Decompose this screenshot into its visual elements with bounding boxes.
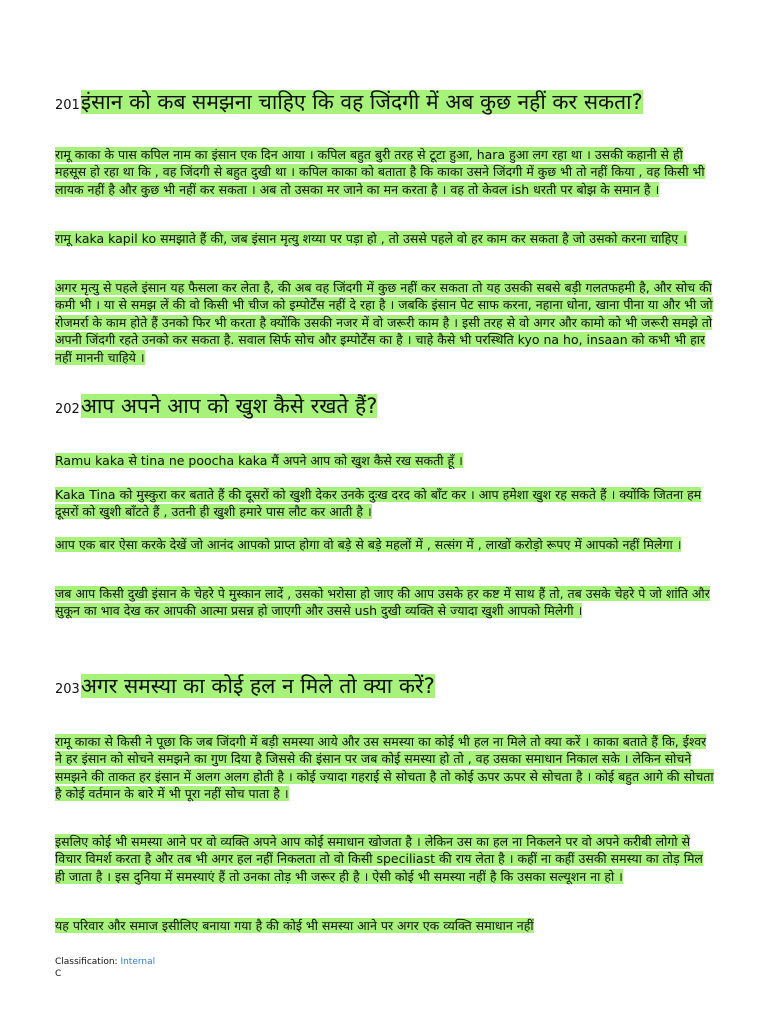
paragraph: यह परिवार और समाज इसीलिए बनाया गया है की कोई भी समस्या आने पर अगर एक व्यक्ति समाधान नहीं — [55, 918, 534, 933]
paragraph: Ramu kaka से tina ne poocha kaka मैं अपने आप को खुश कैसे रख सकती हूँ । — [55, 453, 463, 468]
paragraph: रामू kaka kapil ko समझाते हैं की, जब इंसान मृत्यु शय्या पर पड़ा हो , तो उससे पहले वो हर काम कर सकता है जो उसको करना चाहिए । — [55, 231, 687, 246]
section-heading — [55, 88, 715, 120]
section-heading — [55, 392, 715, 424]
section-heading — [55, 672, 715, 704]
paragraph: Kaka Tina को मुस्कुरा कर बताते हैं की दूसरों को खुशी देकर उनके दुःख दरद को बाँट कर । आप हमेशा खुश रह सकते हैं । क्योंकि जितना हम दूसरों को खुशी बाँटते हैं , उतनी ही खुशी हमारे पास लौट कर आती है । — [55, 487, 702, 520]
classification-footer — [55, 956, 155, 980]
section-title: इंसान को कब समझना चाहिए कि वह जिंदगी में अब कुछ नहीं कर सकता? — [80, 90, 643, 114]
paragraph: आप एक बार ऐसा करके देखें जो आनंद आपको प्राप्त होगा वो बड़े से बड़े महलों में , सत्संग में , लाखों करोड़ो रूपए में आपको नहीं मिलेगा । — [55, 537, 682, 552]
section-number: 203 — [55, 682, 80, 697]
section-number: 201 — [55, 98, 80, 113]
classification-label: Classification: — [55, 957, 121, 967]
paragraph: रामू काका के पास कपिल नाम का इंसान एक दिन आया । कपिल बहुत बुरी तरह से टूटा हुआ, hara हुआ लग रहा था । उसकी कहानी से ही महसूस हो रहा था कि , वह जिंदगी से बहुत दुखी था । कपिल काका को बताता है कि काका उसने जिंदगी में कुछ भी तो नहीं किया , वह किसी भी लायक नहीं है और कुछ भी नहीं कर सकता । अब तो उसका मर जाने का मन करता है । वह तो केवल ish धरती पर बोझ के समान है । — [55, 147, 705, 197]
classification-value: Internal — [120, 957, 156, 967]
paragraph: अगर मृत्यु से पहले इंसान यह फैसला कर लेता है, की अब वह जिंदगी में कुछ नहीं कर सकता तो यह उसकी सबसे बड़ी गलतफहमी है, और सोच की कमी भी । या से समझ लें की वो किसी भी चीज को इम्पोर्टेंस नहीं दे रहा है । जबकि इंसान पेट साफ करना, नहाना धोना, खाना पीना या और भी जो रोजमर्रा के काम होते हैं उनको फिर भी करता है क्योंकि उसकी नजर में वो जरूरी काम है । इसी तरह से वो अगर और कामो को भी जरूरी समझे तो अपनी जिंदगी रहते उनको कर सकता है. सवाल सिर्फ सोच और इम्पोर्टेंस का है । चाहे कैसे भी परस्थिति kyo na ho, insaan को कभी भी हार नहीं माननी चाहिये । — [55, 280, 713, 365]
paragraph: रामू काका से किसी ने पूछा कि जब जिंदगी में बड़ी समस्या आये और उस समस्या का कोई भी हल ना मिले तो क्या करें । काका बताते हैं कि, ईश्वर ने हर इंसान को सोचने समझने का गुण दिया है जिससे की इंसान पर जब कोई समस्या हो तो , वह उसका समाधान निकाल सके । लेकिन सोचने समझने की ताकत हर इंसान में अलग अलग होती है । कोई ज्यादा गहराई से सोचता है तो कोई ऊपर ऊपर से सोचता है । कोई बहुत आगे की सोचता है कोई वर्तमान के बारे में भी पूरा नहीं सोच पाता है । — [55, 734, 714, 802]
paragraph: इसलिए कोई भी समस्या आने पर वो व्यक्ति अपने आप कोई समाधान खोजता है । लेकिन उस का हल ना निकलने पर वो अपने करीबी लोगो से विचार विमर्श करता है और तब भी अगर हल नहीं निकलता तो वो किसी speciliast की राय लेता है । कहीं ना कहीं उसकी समस्या का तोड़ मिल ही जाता है । इस दुनिया में समस्याएं हैं तो उनका तोड़ भी जरूर ही है । ऐसी कोई भी समस्या नहीं है कि उसका सल्यूशन ना हो । — [55, 834, 703, 884]
classification-extra: C — [55, 969, 62, 979]
section-title: अगर समस्या का कोई हल न मिले तो क्या करें? — [80, 674, 435, 698]
section-title: आप अपने आप को खुश कैसे रखते हैं? — [80, 394, 378, 418]
section-number: 202 — [55, 402, 80, 417]
paragraph: जब आप किसी दुखी इंसान के चेहरे पे मुस्कान लादें , उसको भरोसा हो जाए की आप उसके हर कष्ट में साथ हैं तो, तब उसके चेहरे पे जो शांति और सुकून का भाव देख कर आपकी आत्मा प्रसन्न हो जाएगी और उससे ush दुखी व्यक्ति से ज्यादा खुशी आपको मिलेगी । — [55, 586, 710, 619]
